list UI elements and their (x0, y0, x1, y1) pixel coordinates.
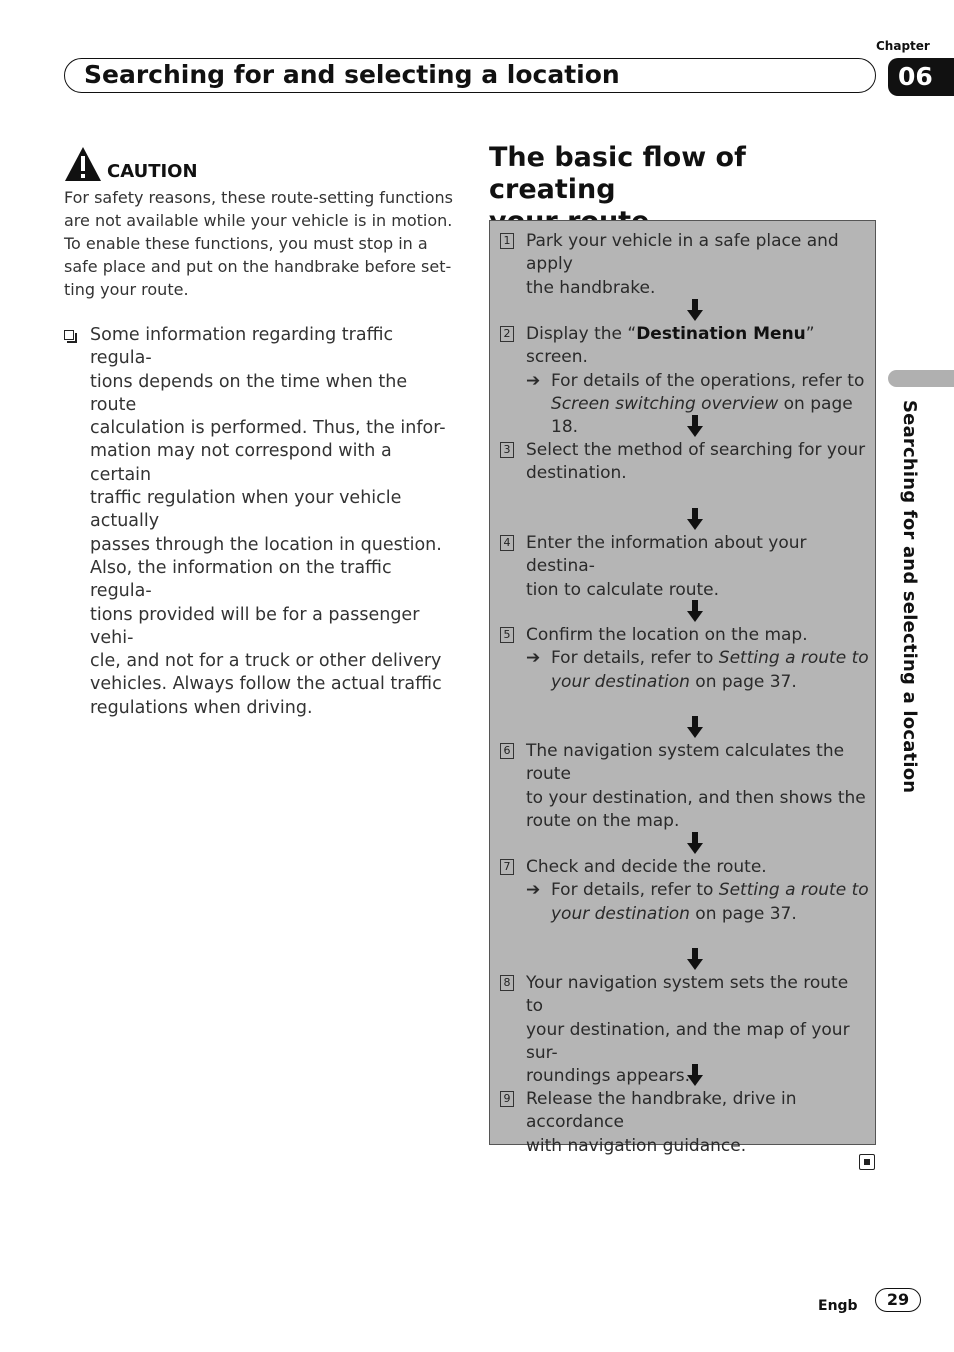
down-arrow-icon (687, 299, 703, 321)
reference-page: on page 18. (551, 393, 853, 438)
note-line: traffic regulation when your vehicle actually (90, 488, 402, 532)
reference-text: For details, refer to (551, 648, 719, 669)
chapter-label: Chapter (876, 39, 930, 53)
step-number: 5 (500, 627, 514, 643)
caution-line: To enable these functions, you must stop in a (64, 234, 428, 253)
reference-link: your destination (551, 671, 690, 692)
step-line: to your destination, and then shows the (526, 787, 866, 808)
down-arrow-icon (687, 716, 703, 738)
note-line: tions depends on the time when the route (90, 371, 408, 415)
reference-arrow-icon: ➔ (526, 880, 541, 901)
flow-box (489, 220, 876, 1156)
note-line: regulations when driving. (90, 697, 313, 718)
step-text (526, 740, 870, 833)
note-line: passes through the location in question. (90, 534, 442, 555)
caution-line: ting your route. (64, 280, 189, 299)
step-line: Your navigation system sets the route to (526, 973, 849, 1017)
step-text (526, 856, 870, 879)
flow-step (500, 856, 870, 926)
step-line: your destination, and the map of your sur- (526, 1019, 850, 1063)
chapter-number-tab: 06 (888, 58, 954, 96)
note-text (90, 324, 456, 720)
end-of-section-icon (859, 1154, 875, 1170)
flow-step (500, 972, 870, 1088)
step-text-pre: Display the “ (526, 324, 637, 344)
destination-menu-name: Destination Menu (636, 324, 806, 344)
step-line: the handbrake. (526, 277, 656, 298)
reference-arrow-icon: ➔ (526, 370, 541, 391)
step-text-post: ” screen. (526, 324, 815, 368)
flow-step (500, 1088, 870, 1158)
note-line: Some information regarding traffic regula- (90, 325, 394, 369)
step-number: 3 (500, 442, 514, 458)
step-line: The navigation system calculates the route (526, 741, 845, 785)
step-text (526, 624, 870, 647)
step-number: 8 (500, 975, 514, 991)
warning-icon (64, 146, 102, 182)
step-text (526, 323, 870, 370)
down-arrow-icon (687, 832, 703, 854)
step-number: 1 (500, 233, 514, 249)
caution-label: CAUTION (107, 161, 198, 182)
step-text (526, 230, 870, 300)
down-arrow-icon (687, 1064, 703, 1086)
step-number: 4 (500, 535, 514, 551)
step-line: Enter the information about your destina- (526, 533, 807, 577)
page-title: Searching for and selecting a location (84, 60, 620, 89)
caution-text (64, 186, 454, 301)
page-number: 29 (875, 1288, 921, 1312)
step-line: roundings appears. (526, 1066, 691, 1087)
note-checkbox-icon (64, 330, 74, 340)
down-arrow-icon (687, 600, 703, 622)
note-line: cle, and not for a truck or other delivery (90, 651, 442, 672)
reference-arrow-icon: ➔ (526, 648, 541, 669)
step-line: tion to calculate route. (526, 579, 720, 600)
caution-line: For safety reasons, these route-setting functions (64, 188, 453, 207)
reference-text: For details, refer to (551, 880, 719, 901)
reference-link: your destination (551, 903, 690, 924)
reference-page: on page 37. (689, 671, 797, 692)
step-line: Select the method of searching for your (526, 440, 866, 460)
caution-line: safe place and put on the handbrake before set- (64, 257, 452, 276)
note-line: vehicles. Always follow the actual traffic (90, 674, 442, 695)
step-text (526, 532, 870, 602)
step-number: 2 (500, 326, 514, 342)
step-line: with navigation guidance. (526, 1135, 747, 1156)
step-line: route on the map. (526, 810, 680, 831)
note-line: calculation is performed. Thus, the infor- (90, 418, 446, 439)
note-line: mation may not correspond with a certain (90, 441, 392, 485)
down-arrow-icon (687, 948, 703, 970)
step-line: Check and decide the route. (526, 857, 767, 877)
section-title-line: The basic flow of creating (489, 142, 746, 205)
flow-step (500, 323, 870, 439)
step-number: 6 (500, 743, 514, 759)
flow-step (500, 439, 870, 486)
down-arrow-icon (687, 415, 703, 437)
reference-note (526, 879, 870, 926)
language-code: Engb (818, 1298, 858, 1314)
step-line: Release the handbrake, drive in accordance (526, 1089, 797, 1133)
reference-page: on page 37. (689, 903, 797, 924)
step-text (526, 1088, 870, 1158)
step-number: 9 (500, 1091, 514, 1107)
step-line: Confirm the location on the map. (526, 625, 808, 645)
note-line: tions provided will be for a passenger vehi- (90, 604, 420, 648)
reference-link: Screen switching overview (551, 393, 779, 414)
down-arrow-icon (687, 508, 703, 530)
caution-line: are not available while your vehicle is in motion. (64, 211, 453, 230)
reference-link: Setting a route to (718, 648, 869, 669)
reference-text: For details of the operations, refer to (551, 370, 865, 391)
reference-note (526, 647, 870, 694)
note-line: Also, the information on the traffic regula- (90, 557, 392, 602)
step-text (526, 439, 870, 486)
reference-link: Setting a route to (718, 880, 869, 901)
flow-step (500, 230, 870, 300)
flow-step (500, 532, 870, 602)
flow-step (500, 740, 870, 833)
side-tab-text: Searching for and selecting a location (899, 400, 920, 794)
side-tab-marker (888, 370, 954, 387)
step-number: 7 (500, 859, 514, 875)
note-block (64, 324, 456, 720)
step-line: Park your vehicle in a safe place and apply (526, 231, 839, 275)
flow-step (500, 624, 870, 694)
step-line: destination. (526, 463, 627, 484)
